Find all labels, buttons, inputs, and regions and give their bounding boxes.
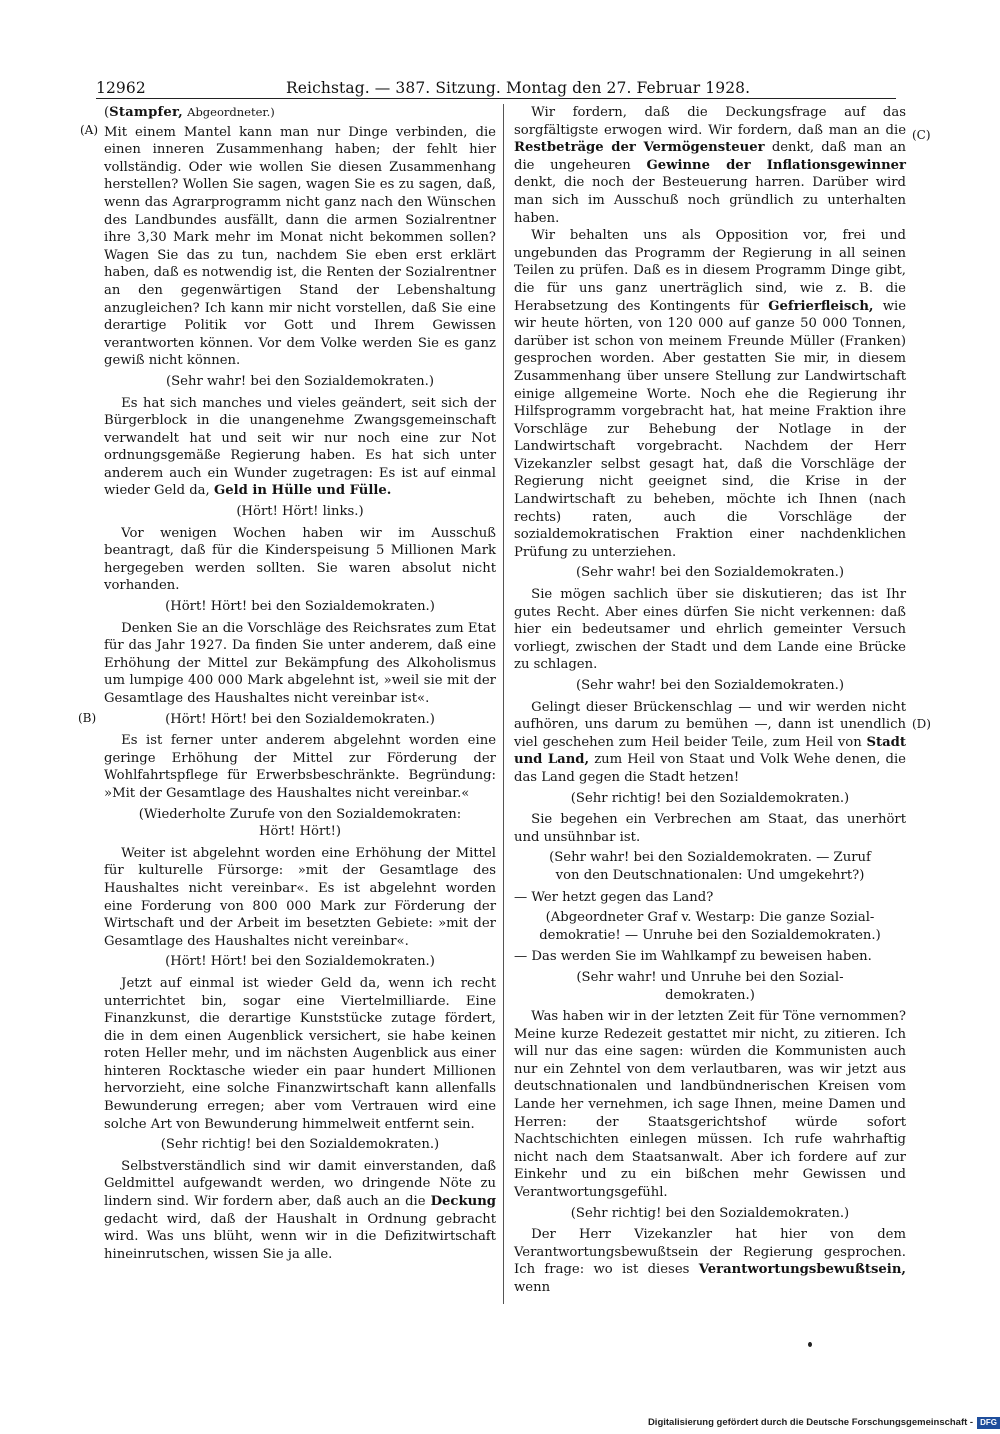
paragraph-text: Selbstverständlich sind wir damit einverstanden, daß Geldmittel aufgewandt werden, wo dringende Nöte zu lindern sind. Wir fordern aber, daß auch an die: [104, 1158, 496, 1210]
paragraph: — Das werden Sie im Wahlkampf zu beweisen haben.: [514, 949, 872, 965]
interjection: Hört! Hört!): [258, 824, 342, 840]
paragraph: Was haben wir in der letzten Zeit für Töne vernommen? Meine kurze Redezeit gestattet mir nicht, zu zitieren. Ich will nur das eine sagen: würden die Kommunisten auch nur ein Zehntel von dem verlautbaren, was wir jetzt aus deutschnationalen und landbündnerischen Kreisen vom Lande her vernehmen, ich sage Ihnen, meine Damen und Herren: der Staatsgerichtshof würde sofort Nachtschichten einlegen müssen. Ich rufe wahrhaftig nicht nach dem Staatsanwalt. Aber ich fordere auf zur Einkehr und zu ein bißchen mehr Gewissen und Verantwortungsgefühl.: [514, 1009, 906, 1201]
paragraph-text: zum Heil von Staat und Volk Wehe denen, die das Land gegen die Stadt hetzen!: [514, 752, 906, 785]
paragraph: [514, 699, 906, 787]
paragraph: [104, 1158, 496, 1264]
speaker-line: [104, 104, 496, 122]
left-column: [104, 104, 496, 1263]
margin-marker-b: (B): [78, 711, 97, 725]
interjection: (Hört! Hört! bei den Sozialdemokraten.): [165, 711, 435, 727]
paragraph: Weiter ist abgelehnt worden eine Erhöhung der Mittel für kulturelle Fürsorge: »mit der Gesamtlage des Haushaltes nicht vereinbar«. Es ist abgelehnt worden eine Forderung von 800 000 Mark zur Förderung der Wirtschaft und der Arbeit im besetzten Gebiete: »mit der Gesamtlage des Haushaltes nicht vereinbar«.: [104, 845, 496, 949]
paragraph-text: denkt, daß man an die ungeheuren: [514, 140, 906, 173]
paragraph: Denken Sie an die Vorschläge des Reichsrates zum Etat für das Jahr 1927. Da finden Sie unter anderem, daß eine Erhöhung der Mittel zur Bekämpfung des Alkoholismus um lumpige 400 000 Mark abgelehnt ist, »weil sie mit der Gesamtlage des Haushaltes nicht vereinbar ist«.: [104, 620, 496, 706]
margin-marker-d: (D): [912, 717, 931, 731]
emphasis: Verantwortungsbewußtsein,: [698, 1262, 906, 1278]
speaker-paren: (: [104, 105, 110, 120]
paragraph: Vor wenigen Wochen haben wir im Ausschuß beantragt, daß für die Kinderspeisung 5 Millionen Mark hergegeben werden sollten. Sie waren absolut nicht vorhanden.: [104, 525, 496, 594]
paragraph: Sie mögen sachlich über sie diskutieren; das ist Ihr gutes Recht. Aber eines dürfen Sie nicht verkennen: daß hier ein bedeutsamer und ehrlich gemeinter Versuch vorliegt, zwischen der Stadt und dem Lande eine Brücke zu schlagen.: [514, 587, 906, 673]
paragraph: [104, 395, 496, 501]
paragraph-text: denkt, die noch der Besteuerung harren. Darüber wird man sich im Ausschuß noch gründlich zu unterhalten haben.: [514, 175, 906, 226]
interjection: (Sehr wahr! bei den Sozialdemokraten.): [166, 373, 434, 389]
ink-dot: [808, 1342, 812, 1347]
interjection: (Sehr wahr! bei den Sozialdemokraten. — Zuruf: [549, 850, 871, 866]
interjection: (Wiederholte Zurufe von den Sozialdemokraten:: [138, 806, 462, 822]
interjection: (Abgeordneter Graf v. Westarp: Die ganze Sozial-: [545, 910, 875, 926]
interjection: (Sehr richtig! bei den Sozialdemokraten.): [570, 1205, 850, 1221]
paragraph: [514, 1226, 906, 1296]
header-rule: [96, 98, 896, 99]
interjection: demokratie! — Unruhe bei den Sozialdemokraten.): [539, 927, 881, 943]
margin-marker-c: (C): [912, 128, 931, 142]
paragraph-text: Es hat sich manches und vieles geändert, seit sich der Bürgerblock in die unangenehme Zwangsgemeinschaft verwandelt hat und seit wir nur noch eine zur Not ordnungsgemäße Regierung haben. Es hat sich unter anderem auch ein Wunder zugetragen: Es ist auf einmal wieder Geld da,: [104, 395, 496, 499]
interjection: (Sehr wahr! bei den Sozialdemokraten.): [576, 678, 844, 693]
emphasis: Stadt und Land,: [514, 734, 906, 768]
interjection: von den Deutschnationalen: Und umgekehrt?): [555, 867, 865, 883]
emphasis: Deckung: [430, 1194, 496, 1210]
interjection: (Sehr richtig! bei den Sozialdemokraten.): [160, 1137, 440, 1153]
paragraph: Jetzt auf einmal ist wieder Geld da, wenn ich recht unterrichtet bin, sogar eine Viertelmilliarde. Eine Finanzkunst, die derartige Kunststücke zutage fördert, die in dem einen Augenblick versichert, sie habe keinen roten Heller mehr, und im nächsten Augenblick aus einer hinteren Rocktasche wieder ein paar hundert Millionen hervorzieht, eine solche Finanzwirtschaft kann allenfalls Bewunderung erregen; aber vom Vertrauen wird eine solche Art von Bewunderung himmelweit entfernt sein.: [104, 975, 496, 1132]
paragraph: [514, 104, 906, 227]
paragraph-text: Wir fordern, daß die Deckungsfrage auf das sorgfältigste erwogen wird. Wir fordern, daß man an die: [514, 105, 906, 138]
speaker-role: Abgeordneter.): [187, 105, 275, 119]
paragraph: [514, 227, 906, 561]
paragraph: — Wer hetzt gegen das Land?: [514, 889, 714, 905]
running-title: Reichstag. — 387. Sitzung. Montag den 27. Februar 1928.: [286, 79, 751, 97]
emphasis: Gefrierfleisch,: [768, 298, 874, 314]
interjection: (Sehr wahr! und Unruhe bei den Sozial-: [576, 969, 844, 985]
interjection: demokraten.): [665, 987, 755, 1003]
column-divider: [503, 104, 504, 1304]
paragraph: Sie begehen ein Verbrechen am Staat, das unerhört und unsühnbar ist.: [514, 812, 906, 845]
footer-text: Digitalisierung gefördert durch die Deutsche Forschungsgemeinschaft -: [647, 1417, 974, 1428]
paragraph-text: Wir behalten uns als Opposition vor, frei und ungebunden das Programm der Regierung in all seinen Teilen zu prüfen. Daß es in diesem Programm Dinge gibt, die für uns ganz unerträglich sind, wie z. B. die Herabsetzung des Kontingents für: [514, 228, 906, 314]
paragraph-text: Gelingt dieser Brückenschlag — und wir werden nicht aufhören, uns darum zu bemühen —, dann ist unendlich viel geschehen zum Heil beider Teile, zum Heil von: [514, 699, 906, 750]
speaker-name: Stampfer,: [109, 105, 183, 120]
paragraph-text: wenn: [514, 1280, 551, 1295]
emphasis: Restbeträge der Vermögensteuer: [514, 140, 765, 156]
emphasis: Gewinne der Inflationsgewinner: [646, 157, 906, 173]
right-column: [514, 104, 906, 1297]
interjection: (Hört! Hört! links.): [236, 504, 364, 520]
interjection: (Hört! Hört! bei den Sozialdemokraten.): [165, 599, 435, 615]
margin-marker-a: (A): [80, 123, 99, 137]
page-number: 12962: [96, 79, 146, 97]
emphasis: Geld in Hülle und Fülle.: [213, 483, 392, 499]
interjection: (Sehr richtig! bei den Sozialdemokraten.): [570, 790, 850, 806]
paragraph: Es ist ferner unter anderem abgelehnt worden eine geringe Erhöhung der Mittel zur Förderung der Wohlfahrtspflege für Erwerbsbeschränkte. Begründung: »Mit der Gesamtlage des Haushaltes nicht vereinbar.«: [104, 733, 496, 801]
paragraph: Mit einem Mantel kann man nur Dinge verbinden, die einen inneren Zusammenhang haben; der fehlt hier vollständig. Oder wie wollen Sie diesen Zusammenhang herstellen? Wollen Sie sagen, wagen Sie es zu sagen, daß, wenn das Agrarprogramm nicht ganz nach den Wünschen des Landbundes ausfällt, dann die armen Sozialrentner ihre 3,30 Mark mehr im Monat nicht bekommen sollen? Wagen Sie das zu tun, nachdem Sie eben erst erklärt haben, daß es notwendig ist, die Renten der Sozialrentner an den gegenwärtigen Stand der Lebenshaltung anzugleichen? Ich kann mir nicht vorstellen, daß Sie eine derartige Politik vor Gott und Ihrem Gewissen verantworten können. Vor dem Volke werden Sie es ganz gewiß nicht können.: [104, 124, 496, 369]
paragraph-text: gedacht wird, daß der Haushalt in Ordnung gebracht wird. Was uns blüht, wenn wir in die Defizitwirtschaft hineinrutschen, wissen Sie ja alle.: [104, 1211, 496, 1262]
interjection: (Sehr wahr! bei den Sozialdemokraten.): [576, 565, 844, 581]
interjection: (Hört! Hört! bei den Sozialdemokraten.): [165, 954, 435, 970]
dfg-logo: DFG: [977, 1417, 1000, 1429]
paragraph-text: wie wir heute hörten, von 120 000 auf ganze 50 000 Tonnen, darüber ist schon von meinem Freunde Müller (Franken) gesprochen worden. Aber gestatten Sie mir, in diesem Zusammenhang über unsere Stellung zur Landwirtschaft einige allgemeine Worte. Noch ehe die Regierung ihr Hilfsprogramm vorgebracht hat, hat meine Fraktion ihre Vorschläge zur Behebung der Notlage in der Landwirtschaft vorgebracht. Nachdem der Herr Vizekanzler selbst gesagt hat, daß die Vorschläge der Regierung nicht geeignet sind, die Krise in der Landwirtschaft zu beheben, möchte ich Ihnen (nach rechts) raten, auch die Vorschläge der sozialdemokratischen Fraktion einer nachdenklichen Prüfung zu unterziehen.: [514, 298, 906, 560]
digitization-footer: [648, 1416, 1000, 1430]
paragraph-text: Der Herr Vizekanzler hat hier von dem Verantwortungsbewußtsein der Regierung gesprochen. Ich frage: wo ist dieses: [514, 1227, 906, 1278]
